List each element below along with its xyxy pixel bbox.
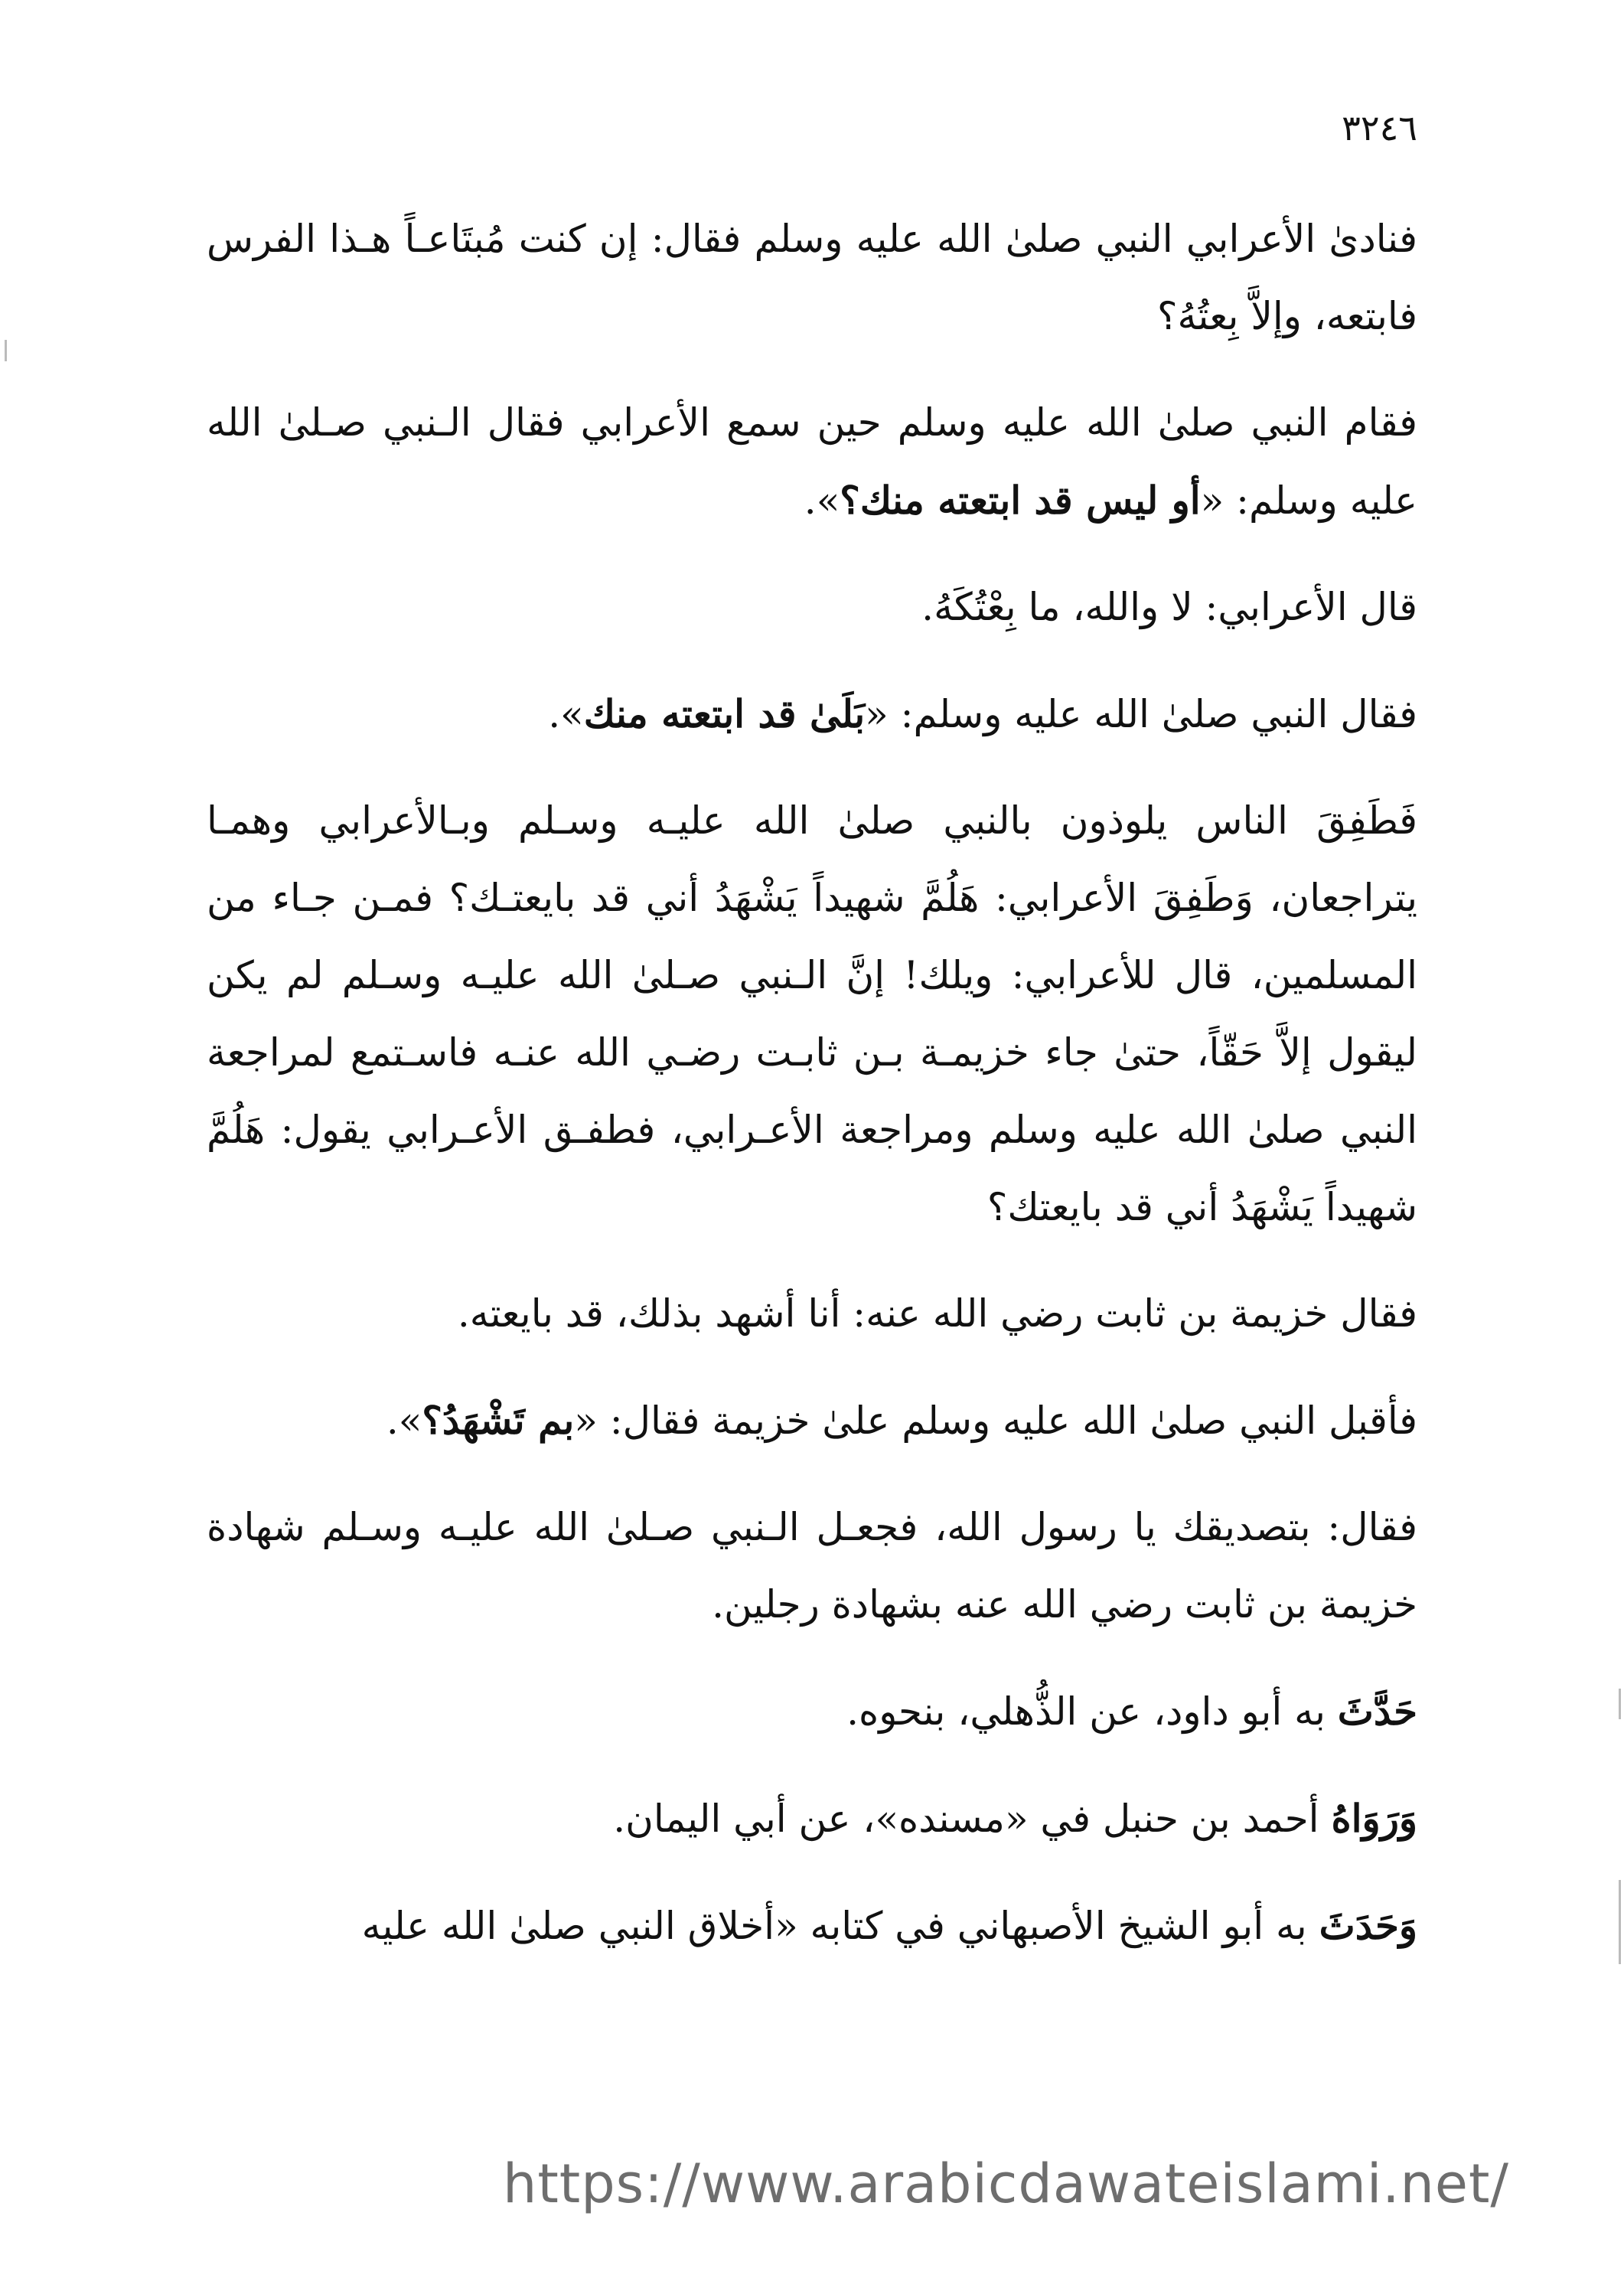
paragraph-10 <box>207 1780 1417 1858</box>
main-text <box>207 201 1417 1994</box>
paragraph-9-lead: حَدَّثَ <box>1337 1689 1417 1734</box>
paragraph-2-pre: فقام النبي صلىٰ الله عليه وسلم حين سمع الأعرابي فقال الـنبي صـلىٰ الله عليه وسلم: « <box>207 400 1417 523</box>
paragraph-4-pre: فقال النبي صلىٰ الله عليه وسلم: « <box>865 692 1417 736</box>
paragraph-5: فَطَفِقَ الناس يلوذون بالنبي صلىٰ الله عليـه وسـلم وبـالأعرابي وهمـا يتراجعان، وَطَفِقَ الأعرابي: هَلُمَّ شهيداً يَشْهَدُ أني قد بايعتـك؟ فمـن جـاء من المسلمين، قال للأعرابي: ويلك! إنَّ الـنبي صـلىٰ الله عليـه وسـلم لم يكن ليقول إلاَّ حَقّاً، حتىٰ جاء خزيمـة بـن ثابـت رضـي الله عنـه فاسـتمع لمراجعة النبي صلىٰ الله عليه وسلم ومراجعة الأعـرابي، فطفـق الأعـرابي يقول: هَلُمَّ شهيداً يَشْهَدُ أني قد بايعتك؟ <box>207 798 1417 1229</box>
paragraph-7-pre: فأقبل النبي صلىٰ الله عليه وسلم علىٰ خزيمة فقال: « <box>574 1398 1417 1443</box>
paragraph-3: قال الأعرابي: لا والله، ما بِعْتُكَهُ. <box>921 585 1417 629</box>
paragraph-6: فقال خزيمة بن ثابت رضي الله عنه: أنا أشهد بذلك، قد بايعته. <box>457 1291 1417 1336</box>
paragraph-7 <box>207 1382 1417 1460</box>
right-margin-mark-2 <box>1619 1880 1621 1964</box>
paragraph-7-quote: بم تَشْهَدُ؟ <box>422 1398 575 1443</box>
paragraph-9-post: به أبو داود، عن الذُّهلي، بنحوه. <box>846 1689 1338 1734</box>
paragraph-1: فنادىٰ الأعرابي النبي صلىٰ الله عليه وسلم فقال: إن كنت مُبتَاعـاً هـذا الفرس فابتعه، وإلاَّ بِعتُهُ؟ <box>207 217 1417 338</box>
paragraph-9 <box>207 1673 1417 1751</box>
paragraph-7-post: ». <box>386 1398 422 1443</box>
left-margin-mark <box>5 340 7 361</box>
paragraph-8: فقال: بتصديقك يا رسول الله، فجعـل الـنبي صـلىٰ الله عليـه وسـلم شهادة خزيمة بن ثابت رضي الله عنه بشهادة رجلين. <box>207 1505 1417 1627</box>
paragraph-4 <box>207 675 1417 753</box>
paragraph-2 <box>207 384 1417 540</box>
page-number: ٣٢٤٦ <box>1342 107 1417 148</box>
paragraph-11-lead: وَحَدَثَ <box>1319 1903 1417 1948</box>
paragraph-4-quote: بَلَىٰ قد ابتعته منك <box>583 691 866 736</box>
footer-url-link[interactable]: https://www.arabicdawateislami.net/ <box>502 2152 1509 2215</box>
paragraph-10-post: أحمد بن حنبل في «مسنده»، عن أبي اليمان. <box>613 1797 1332 1841</box>
paragraph-2-quote: أو ليس قد ابتعته منك؟ <box>840 478 1201 523</box>
right-margin-mark-1 <box>1619 1689 1621 1719</box>
paragraph-11 <box>207 1887 1417 1965</box>
paragraph-2-post: ». <box>804 478 840 523</box>
paragraph-11-post: به أبو الشيخ الأصبهاني في كتابه «أخلاق النبي صلىٰ الله عليه <box>361 1904 1319 1948</box>
paragraph-4-post: ». <box>548 692 584 736</box>
paragraph-10-lead: وَرَوَاهُ <box>1331 1796 1417 1841</box>
